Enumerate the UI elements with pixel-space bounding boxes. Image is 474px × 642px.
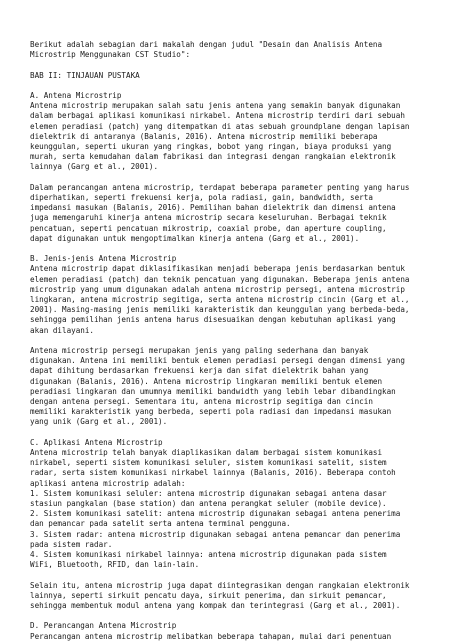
text-line: dan pemancar pada satelit serta antena terminal pengguna.	[30, 519, 291, 529]
section	[30, 91, 444, 244]
text-line: yang unik (Garg et al., 2001).	[30, 417, 168, 427]
text-line: microstrip yang umum digunakan adalah antena microstrip persegi, antena microstrip	[30, 284, 405, 294]
text-line: akan dilayani.	[30, 325, 95, 335]
text-line: murah, serta kemudahan dalam fabrikasi dan integrasi dengan rangkaian elektronik	[30, 152, 396, 162]
text-line: Perancangan antena microstrip melibatkan beberapa tahapan, mulai dari penentuan	[30, 631, 392, 641]
paragraph	[30, 264, 444, 335]
text-line: Antena microstrip dapat diklasifikasikan menjadi beberapa jenis berdasarkan bentuk	[30, 264, 405, 274]
section-heading: C. Aplikasi Antena Microstrip	[30, 437, 163, 447]
paragraph	[30, 183, 444, 244]
text-line: WiFi, Bluetooth, RFID, dan lain-lain.	[30, 560, 200, 570]
text-line: digunakan (Balanis, 2016). Antena microstrip lingkaran memiliki bentuk elemen	[30, 376, 383, 386]
section	[30, 438, 444, 611]
text-line: Microstrip Menggunakan CST Studio":	[30, 50, 191, 60]
text-line: memiliki karakteristik yang berbeda, seperti pola radiasi dan impedansi masukan	[30, 407, 392, 417]
text-line: keunggulan, seperti ukuran yang ringkas, bobot yang ringan, biaya produksi yang	[30, 142, 392, 151]
text-line: lingkaran, antena microstrip segitiga, serta antena microstrip cincin (Garg et al.,	[30, 295, 410, 305]
text-line: Antena microstrip merupakan salah satu jenis antena yang semakin banyak digunakan	[30, 101, 401, 111]
text-line: pada sistem radar.	[30, 539, 113, 549]
text-line: dapat dihitung berdasarkan frekuensi kerja dan sifat dielektrik bahan yang	[30, 366, 369, 376]
text-line: elemen peradiasi (patch) yang ditempatkan di atas sebuah groundplane dengan lapisan	[30, 121, 410, 131]
text-line: 1. Sistem komunikasi seluler: antena microstrip digunakan sebagai antena dasar	[30, 488, 387, 498]
paragraph	[30, 448, 444, 570]
text-line: lainnya, seperti sirkuit pencatu daya, sirkuit penerima, dan sirkuit pemancar,	[30, 590, 387, 600]
section-heading: A. Antena Microstrip	[30, 90, 122, 100]
text-line: Antena microstrip telah banyak diaplikasikan dalam berbagai sistem komunikasi	[30, 448, 383, 458]
text-line: Antena microstrip persegi merupakan jenis yang paling sederhana dan banyak	[30, 346, 369, 356]
text-line: digunakan. Antena ini memiliki bentuk elemen peradiasi persegi dengan dimensi yang	[30, 356, 405, 366]
text-line: 2001). Masing-masing jenis memiliki karakteristik dan keunggulan yang berbeda-beda,	[30, 305, 410, 315]
text-line: peradiasi lingkaran dan umumnya memiliki bandwidth yang lebih lebar dibandingkan	[30, 386, 396, 396]
section	[30, 254, 444, 427]
text-line: sehingga pemilihan jenis antena harus disesuaikan dengan kebutuhan aplikasi yang	[30, 315, 396, 325]
chapter-title: BAB II: TINJAUAN PUSTAKA	[30, 70, 140, 80]
paragraph	[30, 101, 444, 172]
text-line: dapat digunakan untuk mengoptimalkan kinerja antena (Garg et al., 2001).	[30, 233, 360, 243]
text-line: pencatuan, seperti pencatuan mikrostrip, coaxial probe, dan aperture coupling,	[30, 223, 387, 233]
text-line: juga memengaruhi kinerja antena microstrip secara keseluruhan. Berbagai teknik	[30, 213, 387, 223]
text-line: elemen peradiasi (patch) dan teknik pencatuan yang digunakan. Beberapa jenis antena	[30, 274, 410, 284]
paragraph	[30, 346, 444, 428]
text-line: stasiun pangkalan (base station) dan antena perangkat seluler (mobile device).	[30, 499, 387, 509]
text-line: lainnya (Garg et al., 2001).	[30, 162, 159, 172]
paragraph	[30, 581, 444, 612]
document-body	[30, 91, 444, 642]
text-line: sehingga membentuk modul antena yang kompak dan terintegrasi (Garg et al., 2001).	[30, 601, 401, 611]
section-heading: D. Perancangan Antena Microstrip	[30, 621, 177, 631]
section-heading: B. Jenis-jenis Antena Microstrip	[30, 254, 177, 264]
text-line: dengan antena persegi. Sementara itu, antena microstrip segitiga dan cincin	[30, 397, 373, 407]
text-line: 4. Sistem komunikasi nirkabel lainnya: antena microstrip digunakan pada sistem	[30, 550, 387, 560]
text-line: Selain itu, antena microstrip juga dapat diintegrasikan dengan rangkaian elektronik	[30, 580, 410, 590]
text-line: dalam berbagai aplikasi komunikasi nirkabel. Antena microstrip terdiri dari sebuah	[30, 111, 405, 121]
text-line: impedansi masukan (Balanis, 2016). Pemilihan bahan dielektrik dan dimensi antena	[30, 203, 396, 213]
text-line: diperhatikan, seperti frekuensi kerja, pola radiasi, gain, bandwidth, serta	[30, 193, 373, 202]
text-line: 3. Sistem radar: antena microstrip digunakan sebagai antena pemancar dan penerima	[30, 529, 401, 539]
text-line: Berikut adalah sebagian dari makalah dengan judul "Desain dan Analisis Antena	[30, 40, 383, 49]
text-line: 2. Sistem komunikasi satelit: antena microstrip digunakan sebagai antena penerima	[30, 509, 401, 519]
text-line: Dalam perancangan antena microstrip, terdapat beberapa parameter penting yang harus	[30, 182, 410, 192]
text-line: radar, serta sistem komunikasi nirkabel lainnya (Balanis, 2016). Beberapa contoh	[30, 468, 396, 478]
intro-paragraph	[30, 40, 444, 60]
paragraph	[30, 632, 444, 642]
text-line: dielektrik di antaranya (Balanis, 2016). Antena microstrip memiliki beberapa	[30, 131, 378, 141]
text-line: nirkabel, seperti sistem komunikasi seluler, sistem komunikasi satelit, sistem	[30, 458, 387, 468]
text-line: aplikasi antena microstrip adalah:	[30, 478, 186, 488]
